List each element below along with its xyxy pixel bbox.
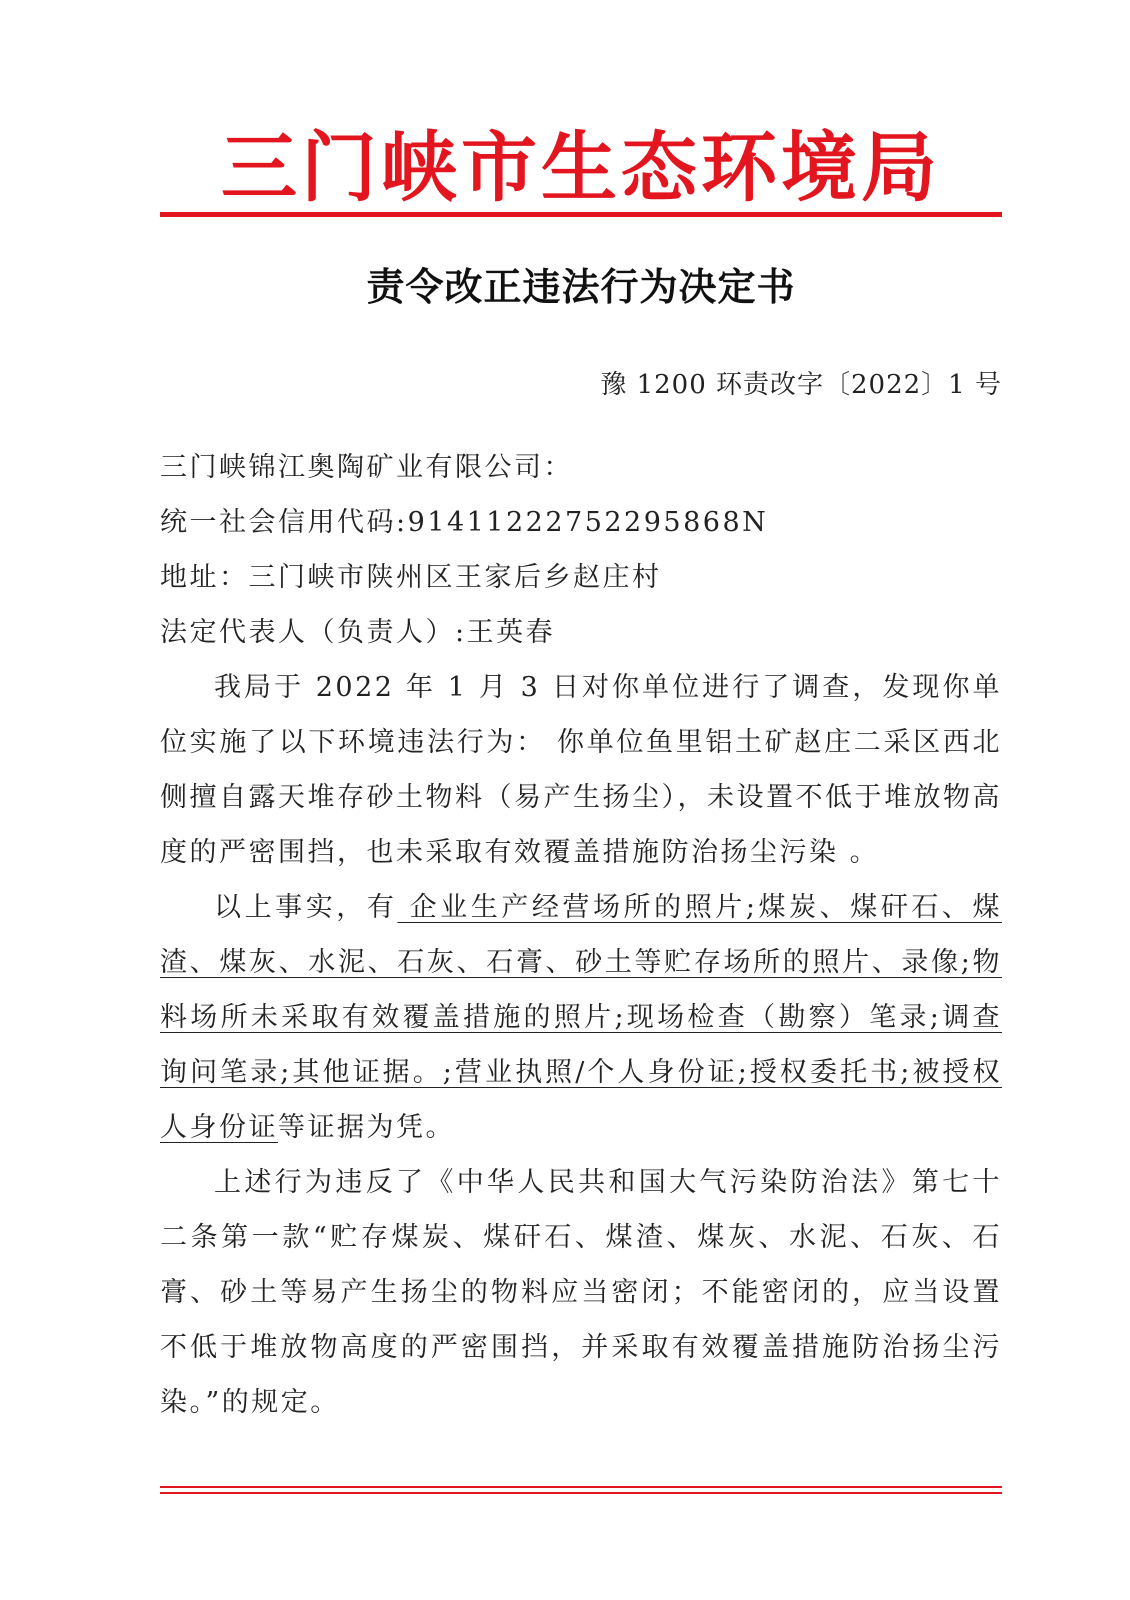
agency-title: 三门峡市生态环境局 [221, 123, 941, 212]
document-title: 责令改正违法行为决定书 [366, 264, 796, 309]
address-line: 地址：三门峡市陕州区王家后乡赵庄村 [160, 562, 662, 593]
footer-rule-bottom [160, 1492, 1002, 1494]
document-body [160, 440, 1002, 1430]
evidence-paragraph [160, 880, 1002, 1155]
header-rule [160, 212, 1002, 217]
representative-line: 法定代表人（负责人）:王英春 [160, 617, 556, 648]
credit-code-line: 统一社会信用代码:91411222752295868N [160, 507, 769, 538]
footer-rule-top [160, 1486, 1002, 1488]
recipient-company: 三门峡锦江奥陶矿业有限公司： [160, 452, 573, 483]
violation-paragraph: 我局于 2022 年 1 月 3 日对你单位进行了调查，发现你单位实施了以下环境违法行为： 你单位鱼里铝土矿赵庄二采区西北侧擅自露天堆存砂土物料（易产生扬尘），未设置不低于堆放物高度的严密围挡，也未采取有效覆盖措施防治扬尘污染 。 [160, 672, 1002, 868]
evidence-list: 企业生产经营场所的照片;煤炭、煤矸石、煤渣、煤灰、水泥、石灰、石膏、砂土等贮存场所的照片、录像;物料场所未采取有效覆盖措施的照片;现场检查（勘察）笔录;调查询问笔录;其他证据。;营业执照/个人身份证;授权委托书;被授权人身份证 [160, 892, 1002, 1143]
evidence-prefix: 以上事实，有 [214, 892, 398, 923]
legal-basis-paragraph: 上述行为违反了《中华人民共和国大气污染防治法》第七十二条第一款“贮存煤炭、煤矸石、煤渣、煤灰、水泥、石灰、石膏、砂土等易产生扬尘的物料应当密闭；不能密闭的，应当设置不低于堆放物高度的严密围挡，并采取有效覆盖措施防治扬尘污染。”的规定。 [160, 1167, 1002, 1418]
evidence-suffix: 等证据为凭。 [278, 1112, 455, 1143]
document-number: 豫 1200 环责改字〔2022〕1 号 [600, 370, 1002, 400]
